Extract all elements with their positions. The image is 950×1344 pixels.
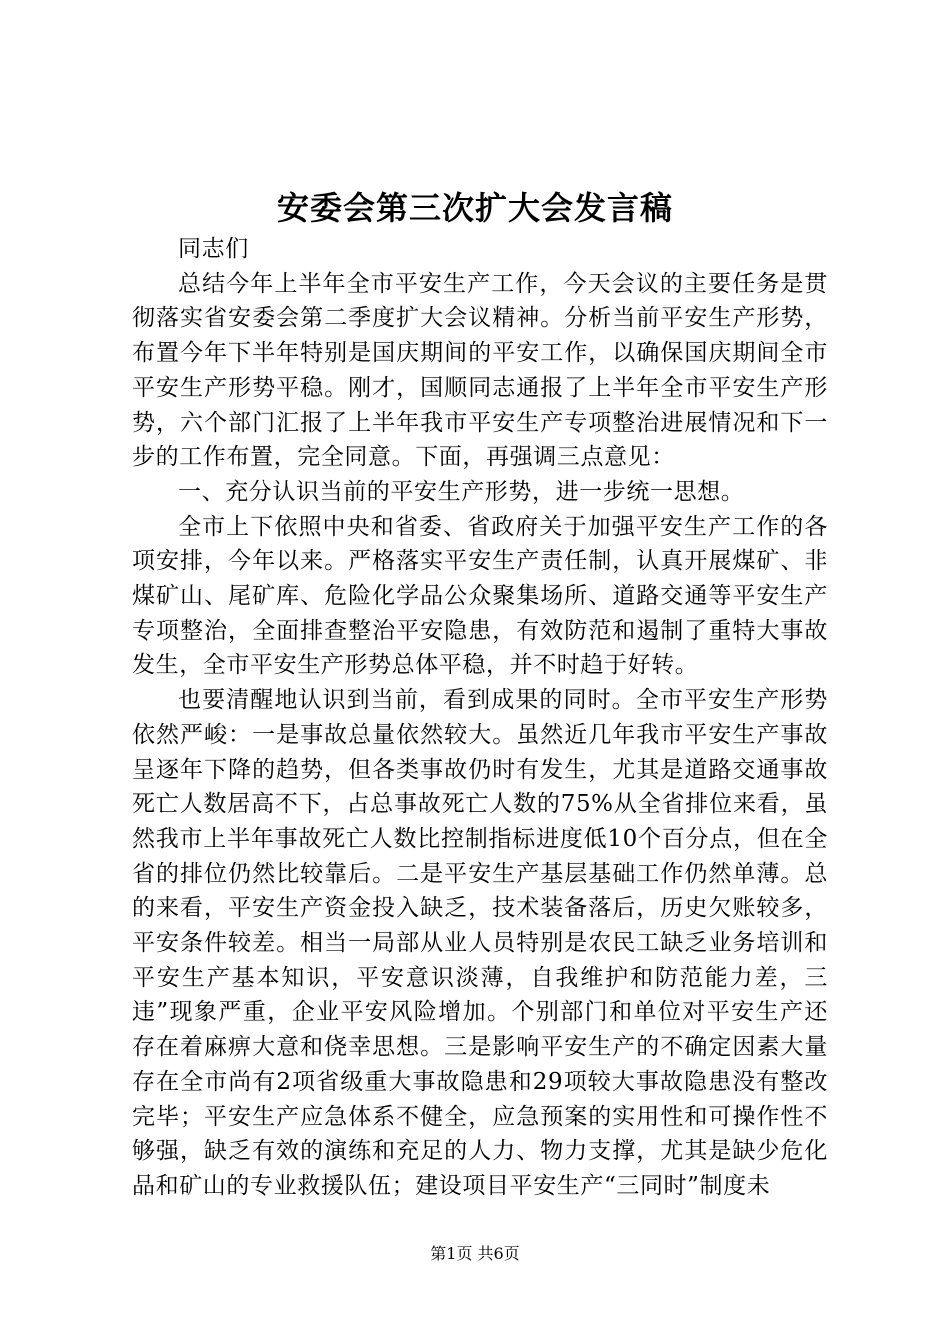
paragraph-intro: 总结今年上半年全市平安生产工作，今天会议的主要任务是贯彻落实省安委会第二季度扩大会议精神。分析当前平安生产形势，布置今年下半年特别是国庆期间的平安工作，以确保国庆期间全市平安生产形势平稳。刚才，国顺同志通报了上半年全市平安生产形势，六个部门汇报了上半年我市平安生产专项整治进展情况和下一步的工作布置，完全同意。下面，再强调三点意见：: [132, 270, 828, 471]
paragraph-achievements: 全市上下依照中央和省委、省政府关于加强平安生产工作的各项安排，今年以来。严格落实平安生产责任制，认真开展煤矿、非煤矿山、尾矿库、危险化学品公众聚集场所、道路交通等平安生产专项整治，全面排查整治平安隐患，有效防范和遏制了重特大事故发生，全市平安生产形势总体平稳，并不时趋于好转。: [132, 513, 828, 679]
paragraph-salutation: 同志们: [178, 236, 249, 262]
paragraph-challenges: 也要清醒地认识到当前，看到成果的同时。全市平安生产形势依然严峻：一是事故总量依然较大。虽然近几年我市平安生产事故呈逐年下降的趋势，但各类事故仍时有发生，尤其是道路交通事故死亡人数居高不下，占总事故死亡人数的75%从全省排位来看，虽然我市上半年事故死亡人数比控制指标进度低10个百分点，但在全省的排位仍然比较靠后。二是平安生产基层基础工作仍然单薄。总的来看，平安生产资金投入缺乏，技术装备落后，历史欠账较多，平安条件较差。相当一局部从业人员特别是农民工缺乏业务培训和平安生产基本知识，平安意识淡薄，自我维护和防范能力差，三违”现象严重，企业平安风险增加。个别部门和单位对平安生产还存在着麻痹大意和侥幸思想。三是影响平安生产的不确定因素大量存在全市尚有2项省级重大事故隐患和29项较大事故隐患没有整改完毕；平安生产应急体系不健全，应急预案的实用性和可操作性不够强，缺乏有效的演练和充足的人力、物力支撑，尤其是缺少危化品和矿山的专业救援队伍；建设项目平安生产“三同时”制度未: [132, 687, 828, 1199]
page-footer: 第1页 共6页: [430, 1244, 520, 1263]
document-body: [132, 232, 828, 1204]
paragraph-section-heading: 一、充分认识当前的平安生产形势，进一步统一思想。: [178, 478, 745, 505]
document-title: 安委会第三次扩大会发言稿: [276, 189, 673, 227]
